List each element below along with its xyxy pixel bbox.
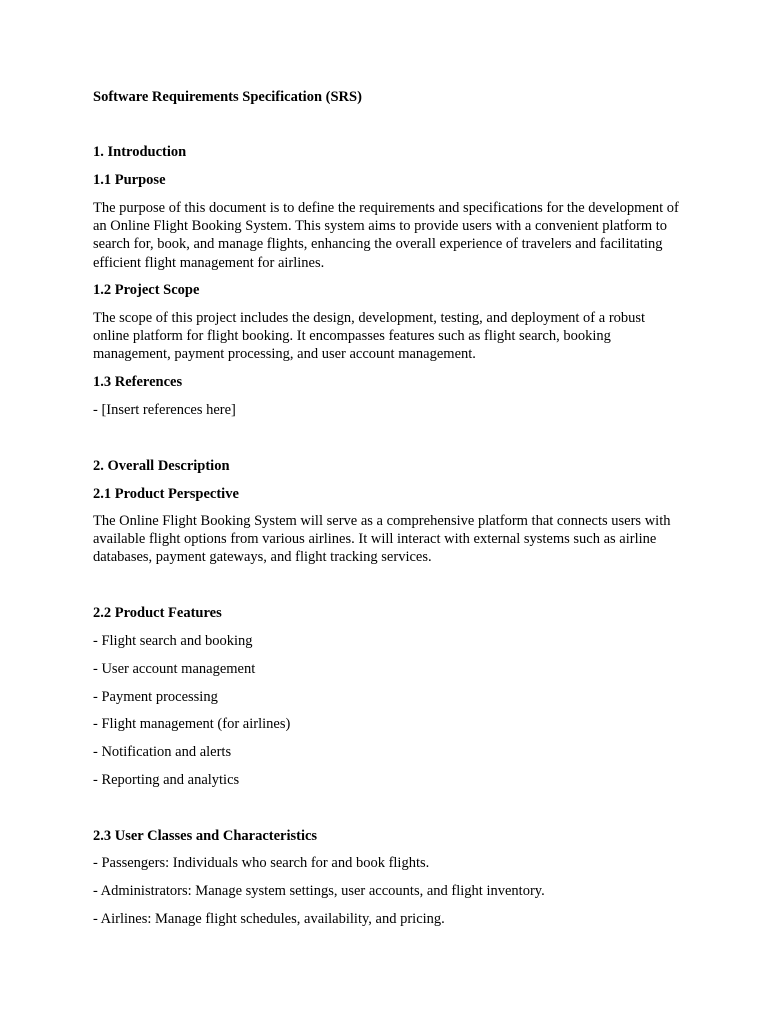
section-1-1-heading: 1.1 Purpose — [93, 172, 166, 188]
section-2-heading: 2. Overall Description — [93, 458, 230, 474]
feature-list-item: - Notification and alerts — [93, 744, 232, 760]
section-2-3-heading: 2.3 User Classes and Characteristics — [93, 828, 318, 844]
scope-paragraph: The scope of this project includes the design, development, testing, and deployment of a robust online platform for flight booking. It encompasses features such as flight search, booking management, payment processing, and user account management. — [93, 310, 646, 363]
feature-list-item: - Reporting and analytics — [93, 772, 240, 788]
section-1-3-heading: 1.3 References — [93, 374, 183, 390]
section-2-1-heading: 2.1 Product Perspective — [93, 486, 239, 502]
feature-list-item: - Flight management (for airlines) — [93, 716, 291, 732]
section-1-heading: 1. Introduction — [93, 144, 187, 160]
purpose-paragraph: The purpose of this document is to define the requirements and specifications for the development of an Online Flight Booking System. This system aims to provide users with a convenient platform to search for, book, and manage flights, enhancing the overall experience of travelers and facilitating efficient flight management for airlines. — [93, 200, 679, 271]
feature-list-item: - Flight search and booking — [93, 633, 253, 649]
perspective-paragraph: The Online Flight Booking System will serve as a comprehensive platform that connects users with available flight options from various airlines. It will interact with external systems such as airline databases, payment gateways, and flight tracking services. — [93, 513, 671, 566]
feature-list-item: - User account management — [93, 661, 256, 677]
user-class-list-item: - Airlines: Manage flight schedules, availability, and pricing. — [93, 911, 445, 927]
section-1-2-heading: 1.2 Project Scope — [93, 282, 200, 298]
feature-list-item: - Payment processing — [93, 689, 218, 705]
user-class-list-item: - Administrators: Manage system settings, user accounts, and flight inventory. — [93, 883, 545, 899]
user-class-list-item: - Passengers: Individuals who search for and book flights. — [93, 855, 430, 871]
references-placeholder: - [Insert references here] — [93, 402, 236, 418]
document-title: Software Requirements Specification (SRS) — [93, 89, 362, 105]
section-2-2-heading: 2.2 Product Features — [93, 605, 222, 621]
